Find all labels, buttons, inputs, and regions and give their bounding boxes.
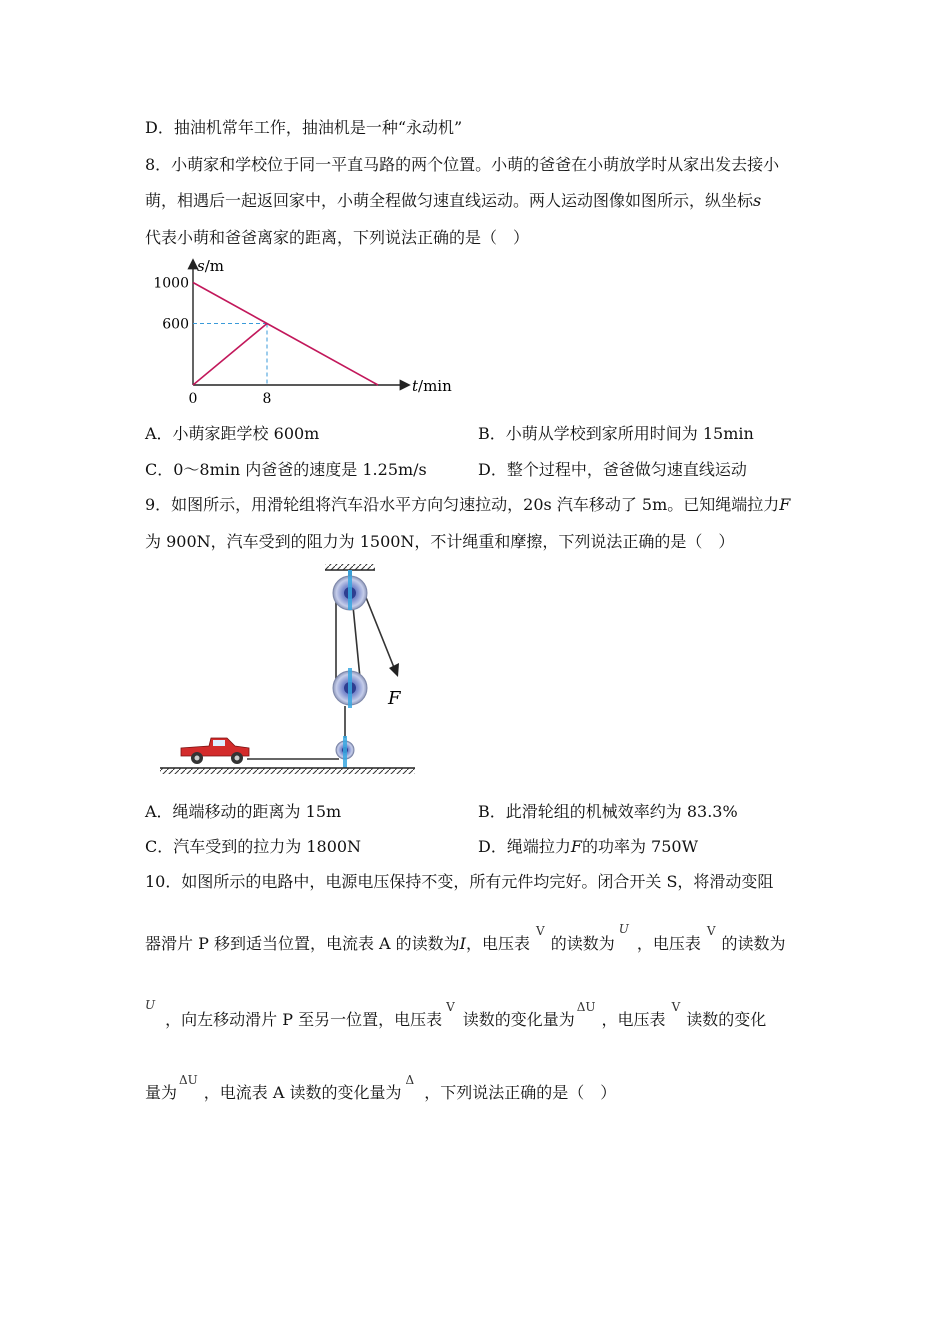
q8-stem-line2 [145,191,761,211]
q10-l3-text-c: ，电压表 [601,1010,666,1029]
q10-l3-text-b: 读数的变化量为 [462,1010,575,1029]
q9-stem-var-f: F [779,495,791,514]
q8-option-c: C．0～8min 内爸爸的速度是 1.25m/s [145,460,427,479]
ceiling-support [325,564,375,570]
q9-stem-line1-text: 9．如图所示，用滑轮组将汽车沿水平方向匀速拉动，20s 汽车移动了 5m。已知绳端拉力 [145,495,780,514]
series-line-xiaomeng [193,283,378,386]
q10-l2-text-d: ，电压表 [636,934,701,953]
x-tick-8: 8 [262,391,272,407]
q8-y-axis-label: s/m [197,257,224,275]
x-tick-0: 0 [188,391,198,407]
q10-symbol-v2: V [706,924,716,938]
q9-stem-line1 [145,495,790,515]
q10-l2-text-c: 的读数为 [550,934,615,953]
y-tick-600: 600 [162,316,189,333]
q10-symbol-delta: Δ [405,1073,415,1087]
rope-middle [353,606,360,678]
q8-option-b: B．小萌从学校到家所用时间为 15min [478,424,754,443]
q8-option-a: A．小萌家距学校 600m [145,424,320,443]
force-arrow-icon [389,663,399,677]
q8-stem-var-s: s [753,191,762,210]
q10-symbol-u2: U [145,998,156,1012]
q10-stem-line1: 10．如图所示的电路中，电源电压保持不变，所有元件均完好。闭合开关 S，将滑动变阻 [145,872,774,891]
q9-stem-line2: 为 900N，汽车受到的阻力为 1500N，不计绳重和摩擦，下列说法正确的是（ ） [145,532,735,551]
q8-option-d: D．整个过程中，爸爸做匀速直线运动 [478,460,747,479]
q8-stem-line3: 代表小萌和爸爸离家的距离，下列说法正确的是（ ） [145,228,530,247]
q10-l2-text-b: ，电压表 [466,934,531,953]
q9-pulley-figure [155,560,425,780]
q8-stem-line1: 8．小萌家和学校位于同一平直马路的两个位置。小萌的爸爸在小萌放学时从家出发去接小 [145,155,780,174]
q8-st-graph [150,255,460,410]
q10-symbol-du1: ΔU [576,1000,596,1014]
q9-option-d-var: F [570,837,582,856]
q7-option-d: D．抽油机常年工作，抽油机是一种“永动机” [145,118,463,137]
q10-var-i: I [459,934,466,953]
q10-l4-text-a: 量为 [145,1083,178,1102]
y-tick-1000: 1000 [153,275,189,292]
q9-option-b: B．此滑轮组的机械效率约为 83.3% [478,802,738,821]
q10-l3-text-d: 读数的变化 [686,1010,767,1029]
q9-option-d [478,837,698,857]
q10-l2-text-e: 的读数为 [721,934,786,953]
q10-l4-text-b: ，电流表 A 读数的变化量为 [203,1083,402,1102]
q9-option-d-post: 的功率为 750W [581,837,699,856]
q10-symbol-v1-b: V [446,1000,455,1014]
ground-pulley [336,736,354,768]
rope-pull [365,595,395,670]
series-line-baba [193,324,267,386]
q10-symbol-v1: V [536,924,545,938]
q10-stem-line2 [145,922,786,955]
q10-l2-text-a: 器滑片 P 移到适当位置，电流表 A 的读数为 [145,934,460,953]
q10-l3-text-a: ，向左移动滑片 P 至另一位置，电压表 [165,1010,443,1029]
fixed-pulley [333,570,367,610]
q10-symbol-v2-b: V [671,1000,681,1014]
force-label: F [388,688,401,709]
q10-symbol-u1: U [618,922,629,936]
q9-option-a: A．绳端移动的距离为 15m [145,802,342,821]
q10-l4-text-c: ，下列说法正确的是（ ） [424,1083,617,1102]
q8-stem-line2-text: 萌，相遇后一起返回家中，小萌全程做匀速直线运动。两人运动图像如图所示，纵坐标 [145,191,754,210]
q8-x-axis-label: t/min [412,377,452,395]
red-car-icon [181,738,249,764]
q9-option-d-pre: D．绳端拉力 [478,837,571,856]
q10-symbol-du2: ΔU [179,1073,198,1087]
q9-option-c: C．汽车受到的拉力为 1800N [145,837,362,856]
movable-pulley [333,668,367,708]
